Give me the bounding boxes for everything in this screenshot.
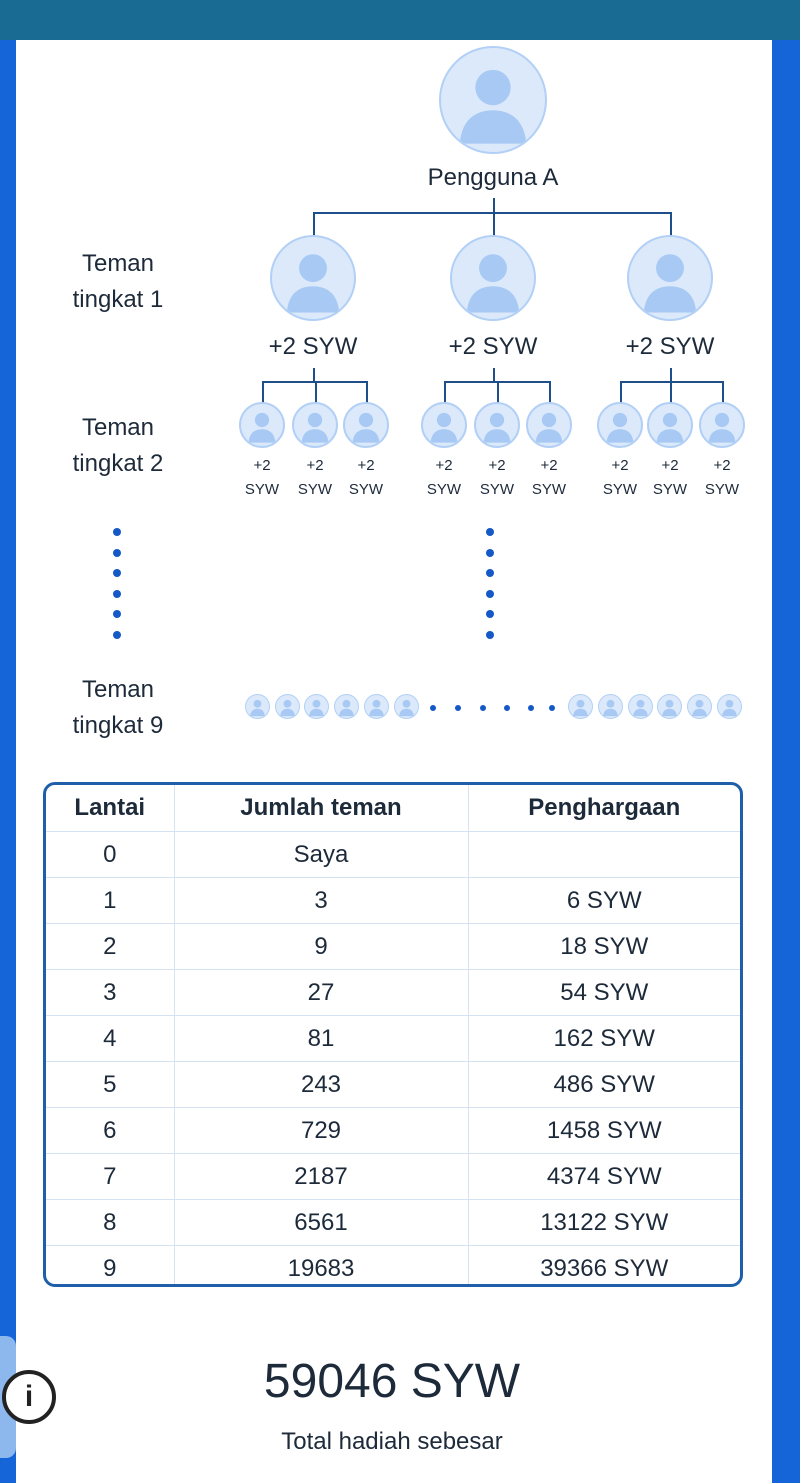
user-avatar-icon: [599, 695, 622, 718]
level9-avatar[interactable]: [568, 694, 593, 719]
connector-line: [497, 381, 499, 403]
table-row: [46, 1062, 740, 1108]
level9-avatar[interactable]: [275, 694, 300, 719]
level9-avatar[interactable]: [394, 694, 419, 719]
level2-avatar[interactable]: [699, 402, 745, 448]
table-cell: 6561: [174, 1200, 468, 1246]
level2-avatar[interactable]: [474, 402, 520, 448]
level-label-3: Teman tingkat 9: [72, 676, 164, 739]
user-avatar-icon: [718, 695, 741, 718]
ellipsis-dot: [455, 705, 461, 711]
connector-line: [620, 381, 622, 403]
user-avatar-icon: [423, 404, 465, 446]
user-avatar-icon: [629, 237, 711, 319]
table-row: [46, 1016, 740, 1062]
ellipsis-dot: [113, 549, 121, 557]
table-cell: 3: [46, 970, 174, 1016]
root-user-label: Pengguna A: [427, 164, 559, 191]
level9-avatar[interactable]: [598, 694, 623, 719]
table-cell: 54 SYW: [468, 970, 740, 1016]
user-avatar-icon: [276, 695, 299, 718]
ellipsis-dot: [486, 590, 494, 598]
level1-avatar[interactable]: [627, 235, 713, 321]
table-row: [46, 1108, 740, 1154]
level1-avatar[interactable]: [270, 235, 356, 321]
ellipsis-dot: [113, 569, 121, 577]
table-cell: 2187: [174, 1154, 468, 1200]
ellipsis-dot: [486, 549, 494, 557]
ellipsis-dot: [504, 705, 510, 711]
table-header-cell: Jumlah teman: [174, 785, 468, 832]
level2-reward: +2 SYW: [479, 457, 515, 498]
table-row: [46, 1246, 740, 1288]
table-cell: 1: [46, 878, 174, 924]
user-avatar-icon: [599, 404, 641, 446]
table-row: [46, 1154, 740, 1200]
table-cell: 729: [174, 1108, 468, 1154]
level2-reward: +2 SYW: [531, 457, 567, 498]
table-row: [46, 970, 740, 1016]
user-avatar-icon: [395, 695, 418, 718]
table-cell: 19683: [174, 1246, 468, 1288]
ellipsis-dot: [113, 610, 121, 618]
user-avatar-icon: [345, 404, 387, 446]
ellipsis-dot: [486, 528, 494, 536]
user-avatar-icon: [569, 695, 592, 718]
level2-reward: +2 SYW: [704, 457, 740, 498]
table-cell: 13122 SYW: [468, 1200, 740, 1246]
table-row: [46, 1200, 740, 1246]
level2-reward: +2 SYW: [244, 457, 280, 498]
table-cell: [468, 832, 740, 878]
ellipsis-dot: [430, 705, 436, 711]
user-avatar-icon: [658, 695, 681, 718]
connector-line: [670, 368, 672, 382]
table-cell: 9: [46, 1246, 174, 1288]
user-avatar-icon: [294, 404, 336, 446]
user-avatar-icon: [305, 695, 328, 718]
table-cell: 486 SYW: [468, 1062, 740, 1108]
connector-line: [549, 381, 551, 403]
level1-avatar[interactable]: [450, 235, 536, 321]
table-cell: 243: [174, 1062, 468, 1108]
ellipsis-dot: [486, 631, 494, 639]
ellipsis-dot: [480, 705, 486, 711]
table-row: [46, 832, 740, 878]
level-label-1: Teman tingkat 1: [72, 250, 164, 313]
connector-line: [670, 381, 672, 403]
level2-avatar[interactable]: [292, 402, 338, 448]
table-cell: 39366 SYW: [468, 1246, 740, 1288]
ellipsis-dot: [486, 610, 494, 618]
level1-reward: +2 SYW: [625, 333, 715, 360]
total-reward-value: 59046 SYW: [263, 1355, 521, 1408]
table-row: [46, 924, 740, 970]
connector-line: [366, 381, 368, 403]
user-avatar-icon: [649, 404, 691, 446]
level2-reward: +2 SYW: [652, 457, 688, 498]
user-avatar-icon: [476, 404, 518, 446]
table-cell: 3: [174, 878, 468, 924]
table-cell: 9: [174, 924, 468, 970]
level2-reward: +2 SYW: [348, 457, 384, 498]
table-header-row: [46, 785, 740, 832]
ellipsis-dot: [113, 590, 121, 598]
connector-line: [313, 368, 315, 382]
table-row: [46, 878, 740, 924]
table-cell: 4374 SYW: [468, 1154, 740, 1200]
user-avatar-icon: [629, 695, 652, 718]
top-bar: [0, 0, 800, 40]
table-header-cell: Penghargaan: [468, 785, 740, 832]
level1-reward: +2 SYW: [448, 333, 538, 360]
connector-line: [315, 381, 317, 403]
connector-line: [444, 381, 446, 403]
connector-line: [262, 381, 264, 403]
table-cell: Saya: [174, 832, 468, 878]
table-cell: 5: [46, 1062, 174, 1108]
table-cell: 4: [46, 1016, 174, 1062]
table-cell: 2: [46, 924, 174, 970]
level2-avatar[interactable]: [343, 402, 389, 448]
level9-avatar[interactable]: [687, 694, 712, 719]
table-cell: 81: [174, 1016, 468, 1062]
user-avatar-icon: [528, 404, 570, 446]
level1-reward: +2 SYW: [268, 333, 358, 360]
user-avatar-icon: [241, 404, 283, 446]
table-cell: 8: [46, 1200, 174, 1246]
table-cell: 0: [46, 832, 174, 878]
level2-avatar[interactable]: [647, 402, 693, 448]
ellipsis-dot: [486, 569, 494, 577]
user-avatar-icon: [335, 695, 358, 718]
user-avatar-icon: [441, 48, 545, 152]
table-cell: 162 SYW: [468, 1016, 740, 1062]
level2-reward: +2 SYW: [426, 457, 462, 498]
ellipsis-dot: [113, 528, 121, 536]
reward-table: [43, 782, 743, 1287]
root-avatar[interactable]: [439, 46, 547, 154]
ellipsis-dot: [549, 705, 555, 711]
level9-avatar[interactable]: [717, 694, 742, 719]
level9-avatar[interactable]: [628, 694, 653, 719]
user-avatar-icon: [246, 695, 269, 718]
user-avatar-icon: [452, 237, 534, 319]
user-avatar-icon: [365, 695, 388, 718]
table-cell: 7: [46, 1154, 174, 1200]
table-cell: 6: [46, 1108, 174, 1154]
table-cell: 6 SYW: [468, 878, 740, 924]
user-avatar-icon: [272, 237, 354, 319]
level2-avatar[interactable]: [239, 402, 285, 448]
user-avatar-icon: [701, 404, 743, 446]
level-label-2: Teman tingkat 2: [72, 414, 164, 477]
level9-avatar[interactable]: [657, 694, 682, 719]
table-cell: 18 SYW: [468, 924, 740, 970]
level2-reward: +2 SYW: [297, 457, 333, 498]
connector-line: [620, 381, 724, 383]
info-icon[interactable]: i: [2, 1370, 56, 1424]
level2-avatar[interactable]: [421, 402, 467, 448]
table-header-cell: Lantai: [46, 785, 174, 832]
ellipsis-dot: [113, 631, 121, 639]
connector-line: [722, 381, 724, 403]
level9-avatar[interactable]: [334, 694, 359, 719]
level2-reward: +2 SYW: [602, 457, 638, 498]
level9-avatar[interactable]: [304, 694, 329, 719]
table-cell: 27: [174, 970, 468, 1016]
ellipsis-dot: [528, 705, 534, 711]
total-reward-label: Total hadiah sebesar: [281, 1428, 503, 1455]
level2-avatar[interactable]: [526, 402, 572, 448]
level9-avatar[interactable]: [364, 694, 389, 719]
level2-avatar[interactable]: [597, 402, 643, 448]
level9-avatar[interactable]: [245, 694, 270, 719]
connector-line: [493, 368, 495, 382]
table-cell: 1458 SYW: [468, 1108, 740, 1154]
user-avatar-icon: [688, 695, 711, 718]
